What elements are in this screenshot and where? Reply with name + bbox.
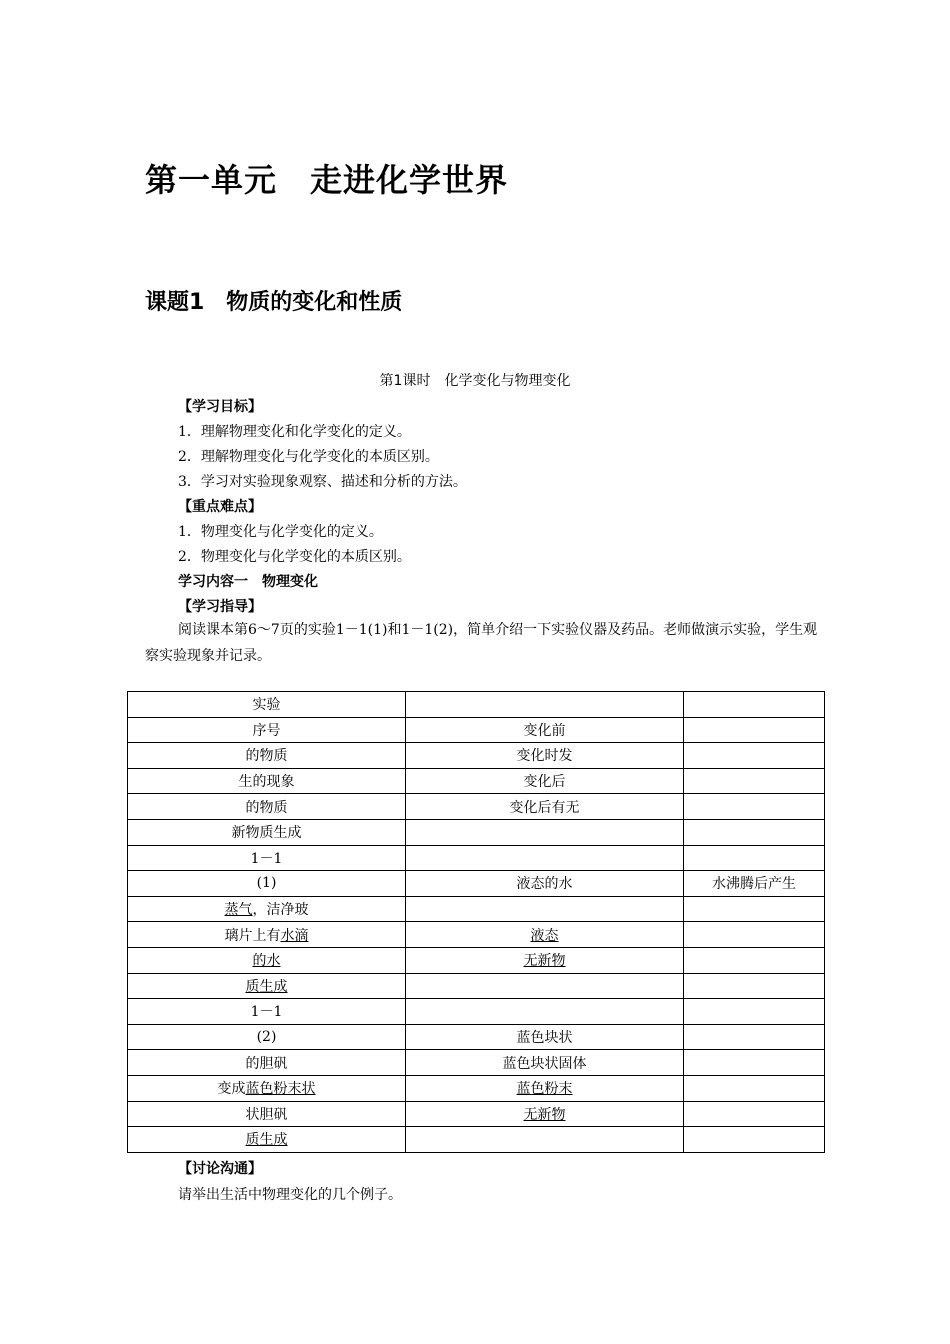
table-cell bbox=[684, 1050, 825, 1076]
table-cell: 的物质 bbox=[128, 743, 406, 769]
table-cell: 变化后 bbox=[406, 768, 684, 794]
table-cell: 变化后有无 bbox=[406, 794, 684, 820]
cell-text: ，洁净玻 bbox=[252, 902, 309, 919]
table-cell bbox=[684, 768, 825, 794]
goal-item: 3．学习对实验现象观察、描述和分析的方法。 bbox=[178, 474, 467, 490]
table-row bbox=[128, 692, 825, 718]
table-cell bbox=[128, 973, 406, 999]
table-cell: 实验 bbox=[128, 692, 406, 718]
table-cell bbox=[684, 947, 825, 973]
key-point-item: 2．物理变化与化学变化的本质区别。 bbox=[178, 549, 411, 565]
guide-heading: 【学习指导】 bbox=[178, 599, 262, 615]
table-cell: (1) bbox=[128, 871, 406, 897]
table-cell: 的胆矾 bbox=[128, 1050, 406, 1076]
table-cell: 水沸腾后产生 bbox=[684, 871, 825, 897]
table-cell: 蓝色块状 bbox=[406, 1024, 684, 1050]
underlined-answer: 蓝色粉末状 bbox=[245, 1081, 316, 1098]
table-cell bbox=[406, 922, 684, 948]
cell-text: 璃片上有 bbox=[224, 927, 281, 944]
table-cell bbox=[684, 1127, 825, 1153]
table-row bbox=[128, 1101, 825, 1127]
key-point-item: 1．物理变化与化学变化的定义。 bbox=[178, 524, 383, 540]
table-row bbox=[128, 743, 825, 769]
table-row bbox=[128, 999, 825, 1025]
unit-title: 第一单元 走进化学世界 bbox=[145, 161, 509, 199]
table-cell: 状胆矾 bbox=[128, 1101, 406, 1127]
table-row bbox=[128, 1075, 825, 1101]
table-cell bbox=[406, 999, 684, 1025]
table-cell bbox=[684, 845, 825, 871]
underlined-answer: 质生成 bbox=[245, 978, 288, 995]
table-cell bbox=[128, 922, 406, 948]
table-cell: 生的现象 bbox=[128, 768, 406, 794]
table-cell bbox=[684, 999, 825, 1025]
table-row bbox=[128, 1050, 825, 1076]
table-row bbox=[128, 768, 825, 794]
table-row bbox=[128, 871, 825, 897]
underlined-answer: 蓝色粉末 bbox=[516, 1081, 573, 1098]
table-cell bbox=[684, 717, 825, 743]
underlined-answer: 水滴 bbox=[280, 927, 309, 944]
content1-title: 学习内容一 物理变化 bbox=[178, 574, 318, 590]
table-cell bbox=[406, 845, 684, 871]
table-cell: 1－1 bbox=[128, 999, 406, 1025]
table-row bbox=[128, 717, 825, 743]
goals-heading: 【学习目标】 bbox=[178, 399, 262, 415]
table-cell bbox=[684, 1075, 825, 1101]
table-cell: 蓝色块状固体 bbox=[406, 1050, 684, 1076]
table-cell bbox=[684, 1101, 825, 1127]
table-cell bbox=[684, 692, 825, 718]
guide-text: 阅读课本第6～7页的实验1－1(1)和1－1(2)，简单介绍一下实验仪器及药品。老师做演示实验，学生观察实验现象并记录。 bbox=[145, 622, 818, 664]
table-row bbox=[128, 1024, 825, 1050]
table-cell bbox=[684, 896, 825, 922]
table-cell bbox=[684, 922, 825, 948]
table-row bbox=[128, 819, 825, 845]
underlined-answer: 的水 bbox=[252, 953, 281, 970]
table-cell bbox=[406, 1075, 684, 1101]
table-cell bbox=[406, 1101, 684, 1127]
table-cell bbox=[128, 1075, 406, 1101]
table-cell bbox=[128, 896, 406, 922]
table-cell bbox=[684, 743, 825, 769]
underlined-answer: 无新物 bbox=[523, 1106, 566, 1123]
table-cell: 1－1 bbox=[128, 845, 406, 871]
table-cell: (2) bbox=[128, 1024, 406, 1050]
table-cell: 的物质 bbox=[128, 794, 406, 820]
goal-item: 2．理解物理变化与化学变化的本质区别。 bbox=[178, 449, 439, 465]
table-cell: 变化前 bbox=[406, 717, 684, 743]
goal-item: 1．理解物理变化和化学变化的定义。 bbox=[178, 424, 411, 440]
experiment-table bbox=[127, 691, 825, 1153]
table-cell bbox=[684, 1024, 825, 1050]
table-row bbox=[128, 896, 825, 922]
discussion-heading: 【讨论沟通】 bbox=[178, 1161, 262, 1177]
key-points-heading: 【重点难点】 bbox=[178, 499, 262, 515]
table-row bbox=[128, 947, 825, 973]
table-cell bbox=[406, 896, 684, 922]
table-row bbox=[128, 973, 825, 999]
discussion-text: 请举出生活中物理变化的几个例子。 bbox=[178, 1187, 402, 1203]
table-cell bbox=[684, 794, 825, 820]
table-cell: 变化时发 bbox=[406, 743, 684, 769]
underlined-answer: 液态 bbox=[530, 927, 559, 944]
table-row bbox=[128, 922, 825, 948]
table-cell bbox=[128, 1127, 406, 1153]
table-cell bbox=[406, 819, 684, 845]
table-cell bbox=[406, 947, 684, 973]
table-cell: 液态的水 bbox=[406, 871, 684, 897]
table-cell bbox=[406, 1127, 684, 1153]
table-cell bbox=[684, 819, 825, 845]
underlined-answer: 蒸气 bbox=[224, 902, 253, 919]
underlined-answer: 无新物 bbox=[523, 953, 566, 970]
topic-title: 课题1 物质的变化和性质 bbox=[145, 290, 403, 315]
lesson-title: 第1课时 化学变化与物理变化 bbox=[379, 373, 571, 389]
cell-text: 变成 bbox=[217, 1081, 246, 1098]
table-cell bbox=[406, 973, 684, 999]
table-cell: 新物质生成 bbox=[128, 819, 406, 845]
table-cell: 序号 bbox=[128, 717, 406, 743]
table-cell bbox=[684, 973, 825, 999]
underlined-answer: 质生成 bbox=[245, 1132, 288, 1149]
table-row bbox=[128, 794, 825, 820]
table-row bbox=[128, 845, 825, 871]
table-cell bbox=[128, 947, 406, 973]
table-row bbox=[128, 1127, 825, 1153]
table-cell bbox=[406, 692, 684, 718]
